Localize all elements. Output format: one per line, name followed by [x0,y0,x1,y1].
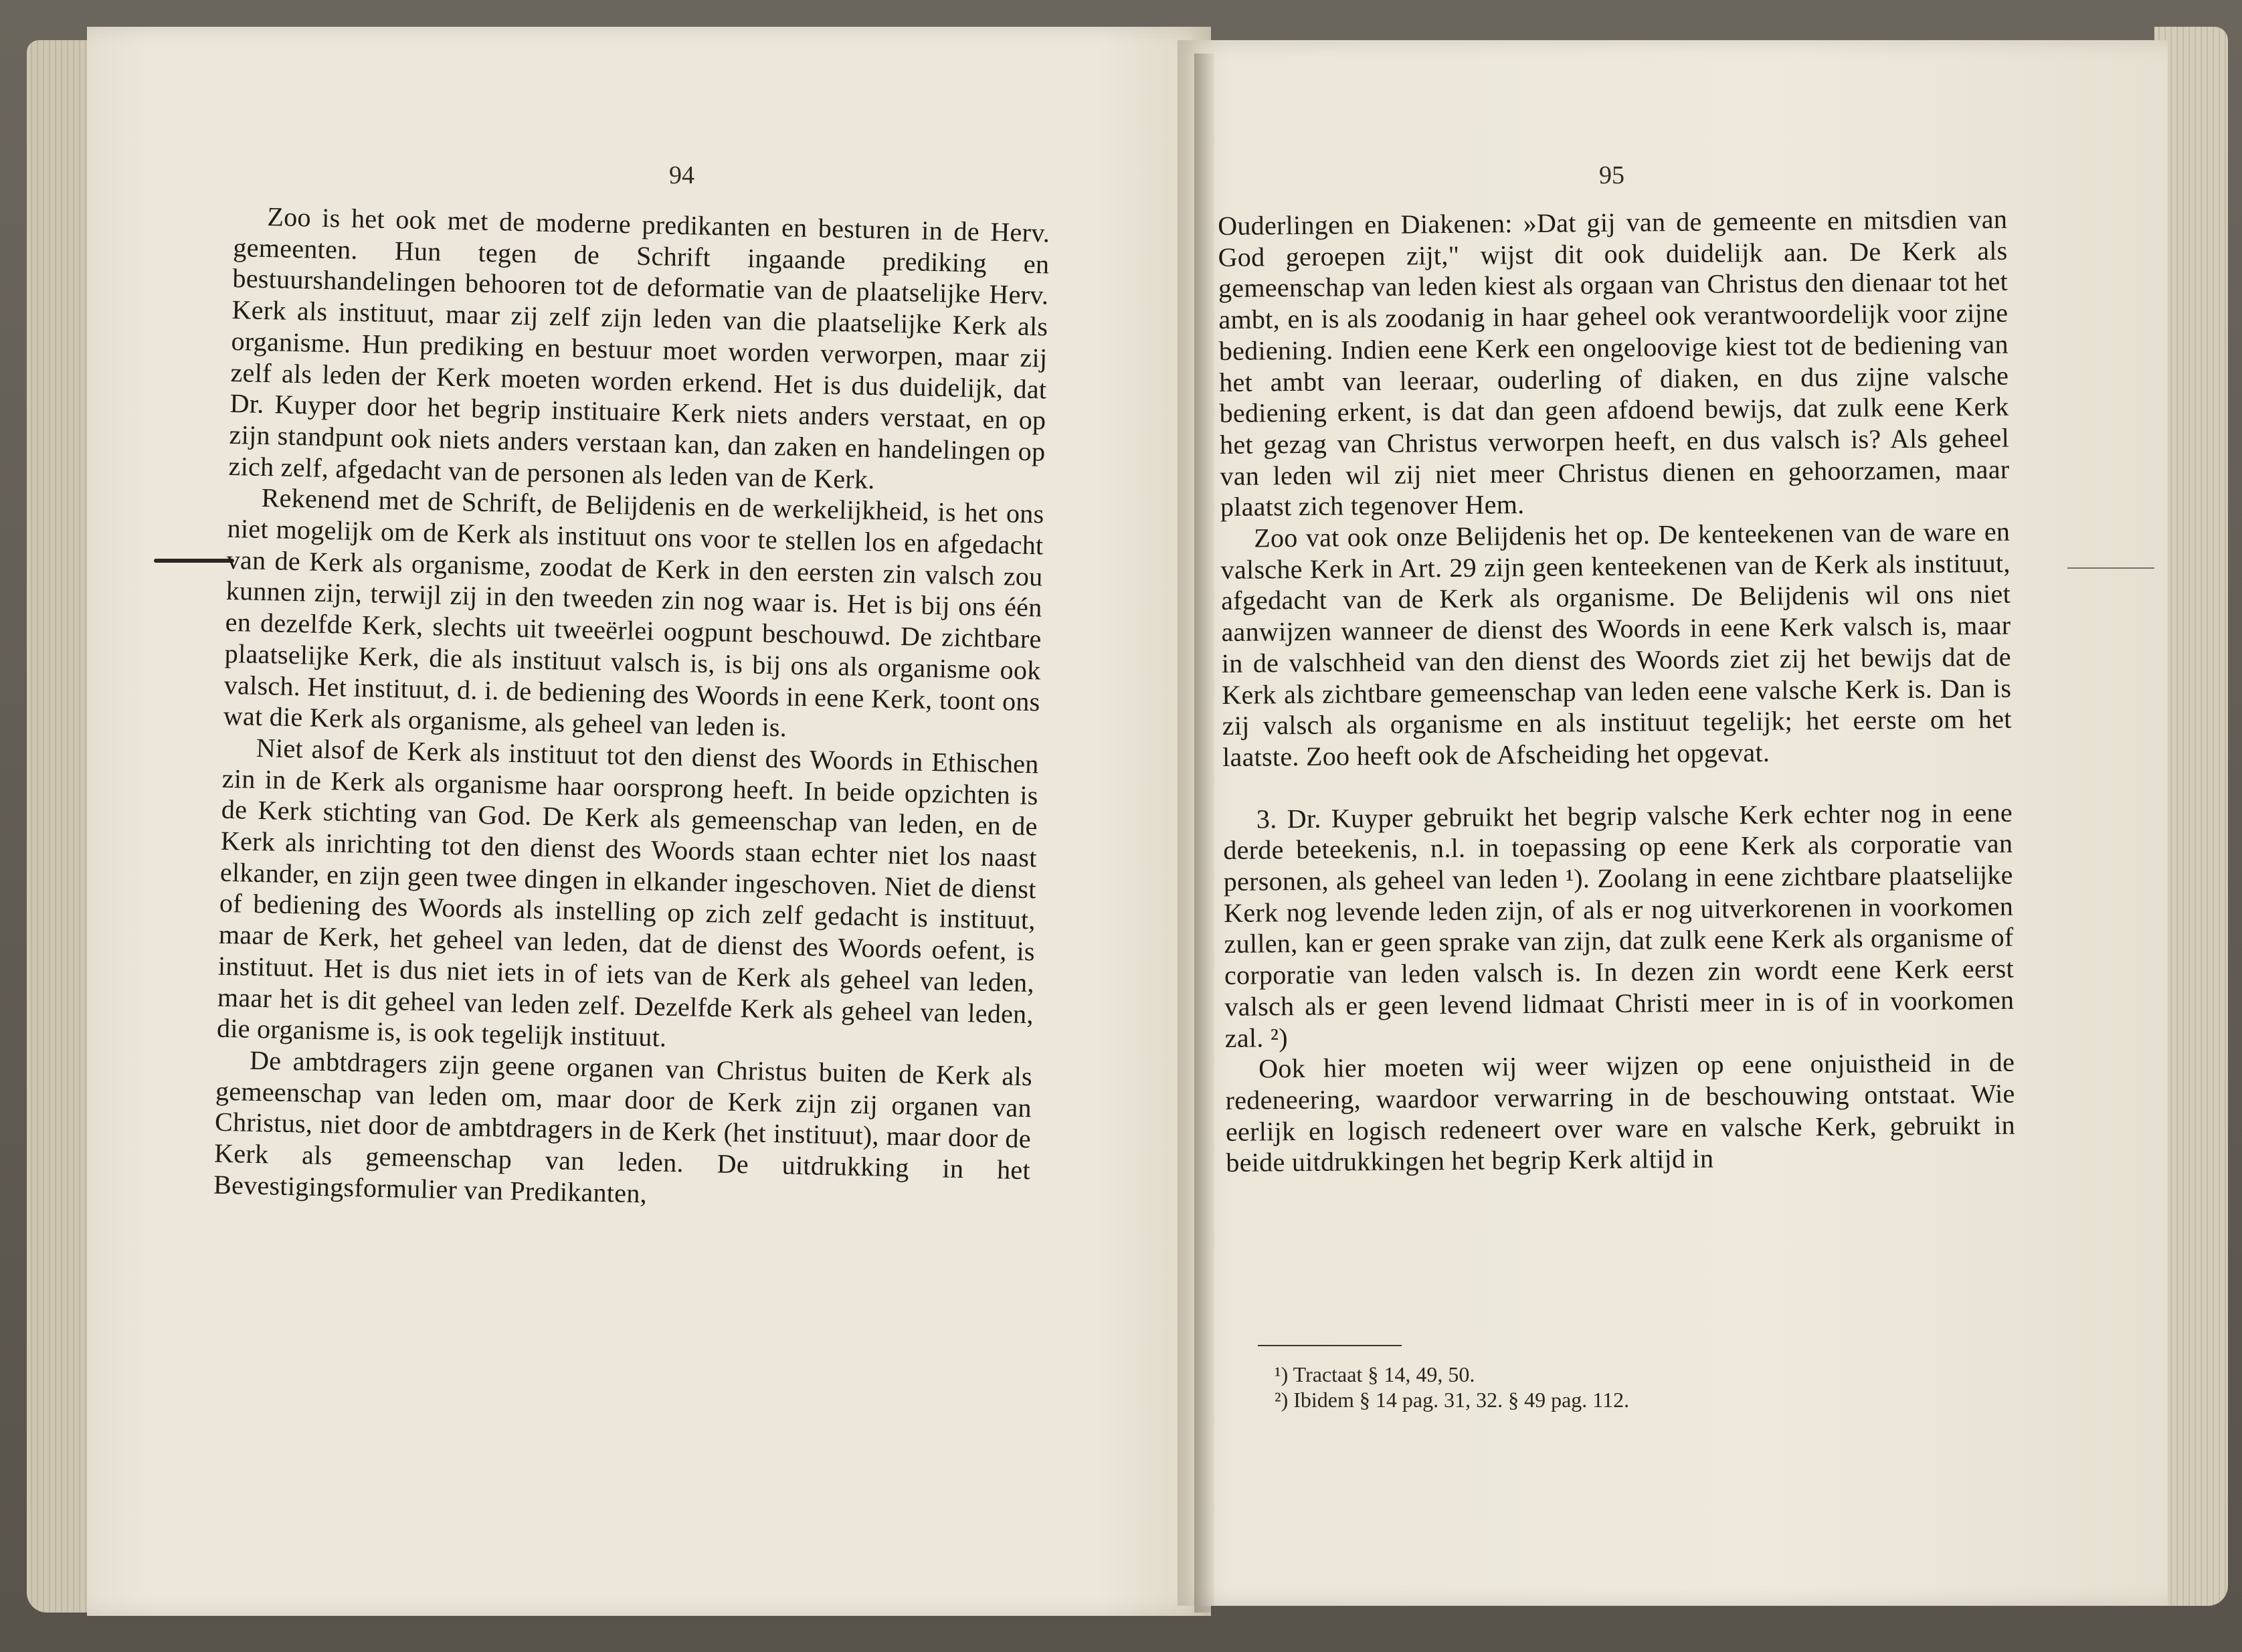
footnote-2: ²) Ibidem § 14 pag. 31, 32. § 49 pag. 112. [1275,1388,1630,1412]
left-paragraph-3: Niet alsof de Kerk als instituut tot den dienst des Woords in Ethischen zin in de Kerk als organisme haar oorsprong heeft. In beide opzichten is de Kerk stichting van God. De Kerk als gemeenschap van leden, en de Kerk als inrichting tot den dienst des Woords staan echter niet los naast elkander, en zijn geen twee dingen in elkander ingeschoven. Niet de dienst of bediening des Woords als instelling op zich zelf gedacht is instituut, maar de Kerk, het geheel van leden, dat de dienst des Woords oefent, is instituut. Het is dus niet iets in of iets van de Kerk als geheel van leden, maar het is dit geheel van leden zelf. Dezelfde Kerk als geheel van leden, die organisme is, is ook tegelijk instituut. [216,732,1040,1053]
right-paragraph-3: 3. Dr. Kuyper gebruikt het begrip valsche Kerk echter nog in eene derde beteekenis, n.l. in toepassing op eene Kerk als corporatie van personen, als geheel van leden ¹). Zoolang in eene zichtbare plaatselijke Kerk nog levende leden zijn, of als er nog uitverkorenen in voorkomen zullen, kan er geen sprake van zijn, dat zulk eene Kerk als organisme of corporatie van leden valsch is. In dezen zin wordt eene Kerk eerst valsch als er geen levend lidmaat Christi meer in is of in voorkomen zal. ²) [1223,797,2015,1053]
right-page-text [1218,204,2016,1179]
left-paragraph-2: Rekenend met de Schrift, de Belijdenis en de werkelijkheid, is het ons niet mogelijk om de Kerk als instituut ons voor te stellen los en afgedacht van de Kerk als organisme, zoodat de Kerk in den eersten zin valsch zou kunnen zijn, terwijl zij in den tweeden zin nog waar is. Het is bij ons één en dezelfde Kerk, slechts uit tweeërlei oogpunt beschouwd. De zichtbare plaatselijke Kerk, die als instituut valsch is, is bij ons als organisme ook valsch. Het instituut, d. i. de bediening des Woords in eene Kerk, toont ons wat die Kerk als organisme, als geheel van leden is. [223,482,1044,743]
right-paragraph-2: Zoo vat ook onze Belijdenis het op. De kenteekenen van de ware en valsche Kerk in Art. 29 zijn geen kenteekenen van de Kerk als instituut, afgedacht van de Kerk als organisme. De Belijdenis wil ons niet aanwijzen wanneer de dienst des Woords in eene Kerk valsch is, maar in de valschheid van den dienst des Woords ziet zij het bewijs dat de Kerk als zichtbare gemeenschap van leden eene valsche Kerk is. Dan is zij valsch als organisme en als instituut tegelijk; het eerste om het laatste. Zoo heeft ook de Afscheiding het opgevat. [1220,516,2012,772]
footnote-divider [1258,1345,1402,1346]
left-paragraph-4: De ambtdragers zijn geene organen van Christus buiten de Kerk als gemeenschap van leden om, maar door de Kerk zijn zij organen van Christus, niet door de ambtdragers in de Kerk (het instituut), maar door de Kerk als gemeenschap van leden. De uitdrukking in het Bevestigingsformulier van Predikanten, [213,1044,1033,1209]
footnotes [1275,1362,1877,1412]
book-gutter [1194,54,1214,1613]
right-paragraph-1: Ouderlingen en Diakenen: »Dat gij van de gemeente en mitsdien van God geroepen zijt," wijst dit ook duidelijk aan. De Kerk als gemeenschap van leden kiest als orgaan van Christus den dienaar tot het ambt, en is als zoodanig in haar geheel ook verantwoordelijk voor zijne bediening. Indien eene Kerk een ongeloovige kiest tot de bediening van het ambt van leeraar, ouderling of diaken, en dus zijne valsche bediening erkent, is dat dan geen afdoend bewijs, dat zulk eene Kerk het gezag van Christus verworpen heeft, en dus valsch is? Als geheel van leden wil zij niet meer Christus dienen en gehoorzamen, maar plaatst zich tegenover Hem. [1218,203,2010,523]
left-page-number: 94 [669,161,694,189]
bookmark-strip [154,559,234,563]
left-page-text [213,201,1050,1218]
left-paragraph-1: Zoo is het ook met de moderne predikanten en besturen in de Herv. gemeenten. Hun tegen de Schrift ingaande prediking en bestuurshandelingen behooren tot de deformatie van de plaatselijke Herv. Kerk als instituut, maar zij zelf zijn leden van die plaatselijke Kerk als organisme. Hun prediking en bestuur moet worden verworpen, maar zij zelf als leden der Kerk moeten worden erkend. Het is dus duidelijk, dat Dr. Kuyper door het begrip instituaire Kerk niets anders verstaat, en op zijn standpunt ook niets anders verstaan kan, dan zaken en handelingen op zich zelf, afgedacht van de personen als leden van de Kerk. [228,201,1050,494]
right-page-number: 95 [1599,161,1624,189]
page-edge-mark [2067,567,2154,569]
footnote-1: ¹) Tractaat § 14, 49, 50. [1275,1362,1475,1386]
right-paragraph-4: Ook hier moeten wij weer wijzen op eene onjuistheid in de redeneering, waardoor verwarring in de beschouwing ontstaat. Wie eerlijk en logisch redeneert over ware en valsche Kerk, gebruikt in beide uitdrukkingen het begrip Kerk altijd in [1225,1046,2016,1178]
